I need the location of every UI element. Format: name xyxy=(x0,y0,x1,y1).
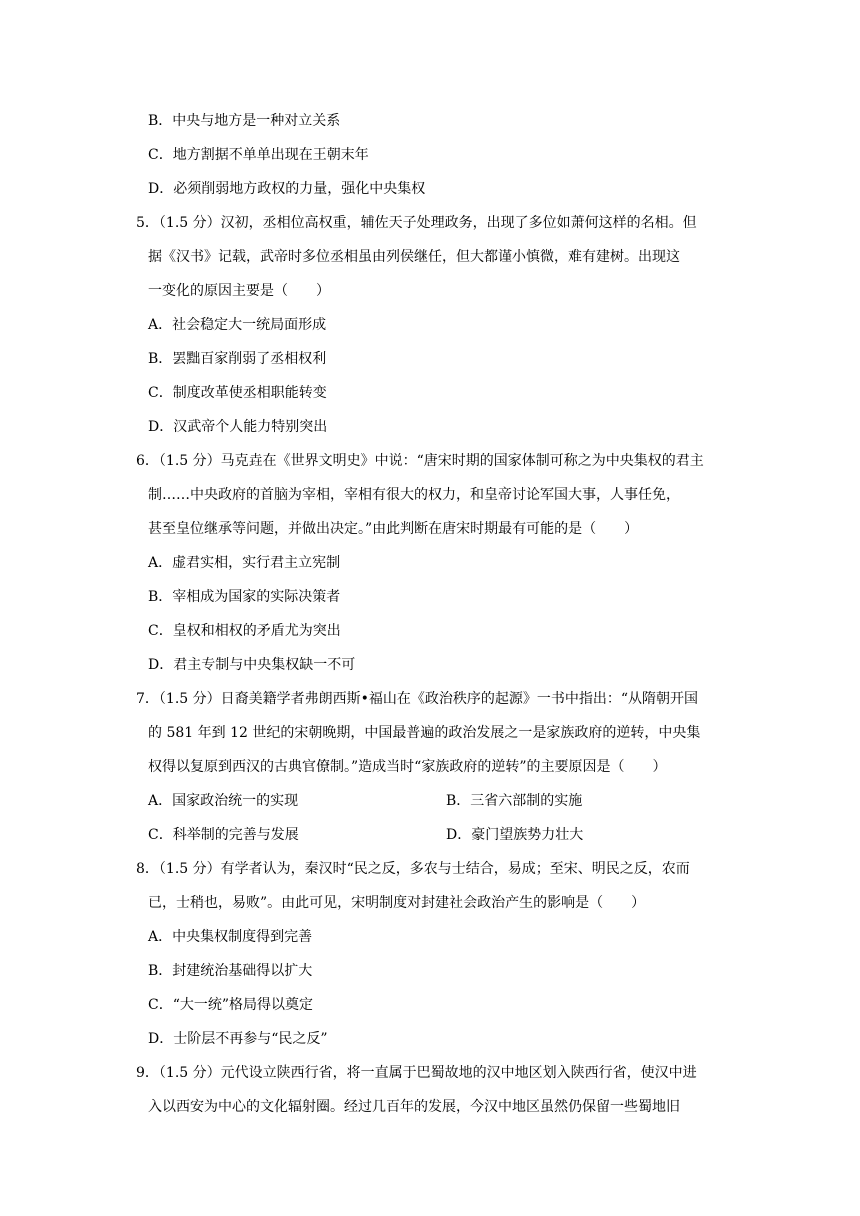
q8-stem-line-1: 8．（1.5 分）有学者认为，秦汉时“民之反，多农与士结合，易成；至宋、明民之反，农而 xyxy=(136,861,690,877)
q9-stem-line-1: 9．（1.5 分）元代设立陕西行省，将一直属于巴蜀故地的汉中地区划入陕西行省，使汉中进 xyxy=(136,1065,697,1081)
q6-option-b: B．宰相成为国家的实际决策者 xyxy=(148,589,341,605)
q7-stem-line-1: 7．（1.5 分）日裔美籍学者弗朗西斯•福山在《政治秩序的起源》一书中指出：“从隋朝开国 xyxy=(136,691,699,707)
q6-stem-line-1: 6．（1.5 分）马克垚在《世界文明史》中说：“唐宋时期的国家体制可称之为中央集权的君主 xyxy=(136,453,704,469)
q7-option-c: C．科举制的完善与发展 xyxy=(148,827,299,843)
q6-option-d: D．君主专制与中央集权缺一不可 xyxy=(148,657,356,673)
q7-stem-line-3: 权得以复原到西汉的古典官僚制。”造成当时“家族政府的逆转”的主要原因是（ ） xyxy=(148,759,667,775)
q5-stem-line-3: 一变化的原因主要是（ ） xyxy=(148,283,330,299)
q8-stem-line-2: 已，士稍也，易败”。由此可见，宋明制度对封建社会政治产生的影响是（ ） xyxy=(148,895,646,911)
q5-stem-line-2: 据《汉书》记载，武帝时多位丞相虽由列侯继任，但大都谨小慎微，难有建树。出现这 xyxy=(148,249,680,265)
q8-option-d: D．士阶层不再参与“民之反” xyxy=(148,1031,328,1047)
q7-option-b: B．三省六部制的实施 xyxy=(446,793,583,809)
q8-option-a: A．中央集权制度得到完善 xyxy=(148,929,313,945)
q5-option-a: A．社会稳定大一统局面形成 xyxy=(148,317,327,333)
q5-stem-line-1: 5．（1.5 分）汉初，丞相位高权重，辅佐天子处理政务，出现了多位如萧何这样的名相。但 xyxy=(136,215,697,231)
q7-option-a: A．国家政治统一的实现 xyxy=(148,793,299,809)
q6-option-c: C．皇权和相权的矛盾尤为突出 xyxy=(148,623,341,639)
q4-option-d: D．必须削弱地方政权的力量，强化中央集权 xyxy=(148,181,426,197)
q7-option-d: D．豪门望族势力壮大 xyxy=(446,827,584,843)
q4-option-c: C．地方割据不单单出现在王朝末年 xyxy=(148,147,369,163)
q6-option-a: A．虚君实相，实行君主立宪制 xyxy=(148,555,341,571)
q5-option-c: C．制度改革使丞相职能转变 xyxy=(148,385,327,401)
q8-option-b: B．封建统治基础得以扩大 xyxy=(148,963,313,979)
q5-option-b: B．罢黜百家削弱了丞相权利 xyxy=(148,351,327,367)
q6-stem-line-3: 甚至皇位继承等问题，并做出决定。”由此判断在唐宋时期最有可能的是（ ） xyxy=(148,521,639,537)
q7-stem-line-2: 的 581 年到 12 世纪的宋朝晚期，中国最普遍的政治发展之一是家族政府的逆转，中央集 xyxy=(148,725,701,741)
q8-option-c: C．“大一统”格局得以奠定 xyxy=(148,997,314,1013)
q5-option-d: D．汉武帝个人能力特别突出 xyxy=(148,419,328,435)
q6-stem-line-2: 制……中央政府的首脑为宰相，宰相有很大的权力，和皇帝讨论军国大事，人事任免， xyxy=(148,487,680,503)
q9-stem-line-2: 入以西安为中心的文化辐射圈。经过几百年的发展，今汉中地区虽然仍保留一些蜀地旧 xyxy=(148,1099,680,1115)
q4-option-b: B．中央与地方是一种对立关系 xyxy=(148,113,341,129)
